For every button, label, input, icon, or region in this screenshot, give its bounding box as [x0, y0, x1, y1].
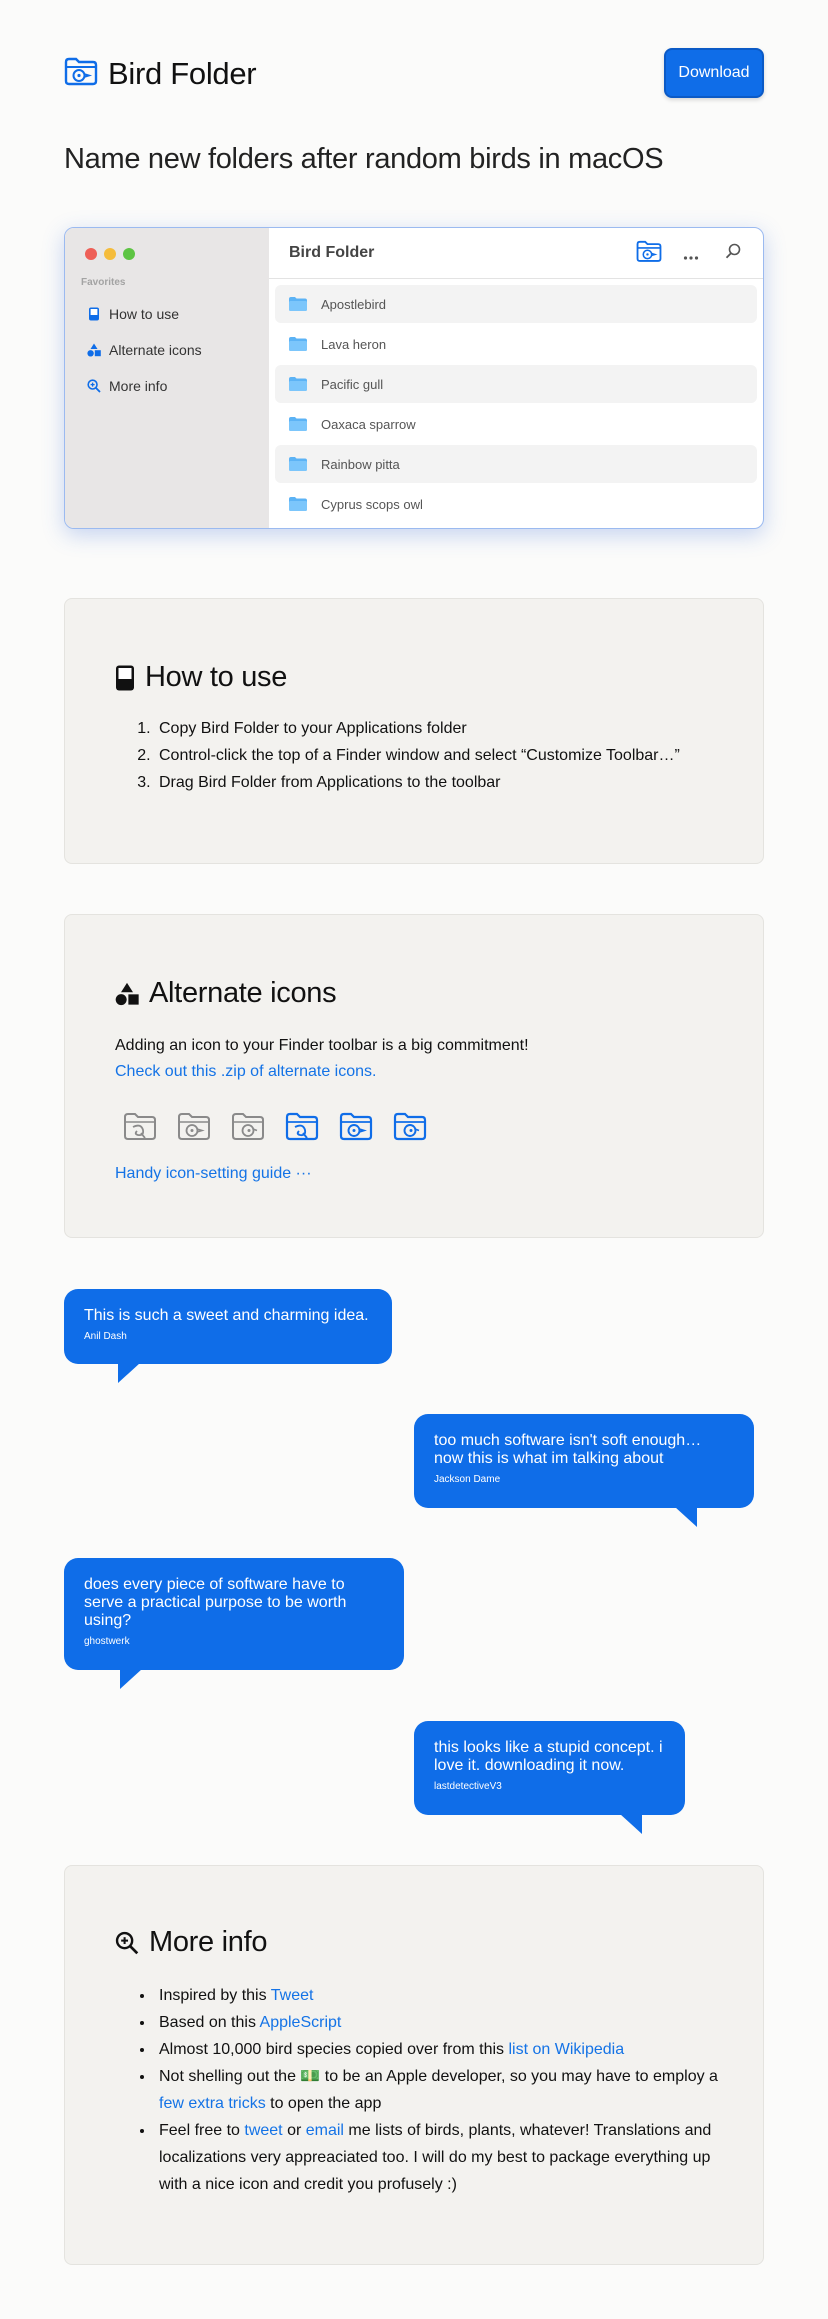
- bubble-tail: [675, 1507, 697, 1527]
- bubble-tail: [620, 1814, 642, 1834]
- toolbar-divider: [269, 278, 763, 279]
- folder-swirl-gray-icon[interactable]: [123, 1111, 157, 1141]
- info-item: [155, 1982, 735, 2009]
- file-row[interactable]: [275, 445, 757, 483]
- info-text: Feel free to: [159, 2122, 245, 2139]
- sidebar-item-label: How to use: [109, 306, 180, 322]
- tweet-contact-link[interactable]: tweet: [244, 2122, 283, 2139]
- testimonial-bubble: [64, 1289, 392, 1364]
- finder-preview-window: [64, 227, 764, 529]
- step-item: 2. Control-click the top of a Finder window and select “Customize Toolbar…”: [155, 742, 680, 769]
- favorites-label: Favorites: [81, 277, 126, 288]
- info-item: [155, 2036, 735, 2063]
- wikipedia-link[interactable]: list on Wikipedia: [508, 2041, 625, 2058]
- step-item: 3. Drag Bird Folder from Applications to the toolbar: [155, 769, 680, 796]
- alternate-icons-heading: [115, 977, 336, 1010]
- phone-icon: [87, 307, 101, 321]
- file-name: Apostlebird: [321, 296, 387, 312]
- folder-icon: [289, 417, 307, 431]
- folder-icon: [289, 457, 307, 471]
- testimonial-bubble: [64, 1558, 404, 1670]
- alternate-icon-row: [123, 1111, 427, 1141]
- testimonial-author: ghostwerk: [84, 1636, 130, 1647]
- testimonial-quote: this looks like a stupid concept. i love it. downloading it now.: [434, 1739, 663, 1774]
- folder-eye-gray-icon[interactable]: [231, 1111, 265, 1141]
- download-button[interactable]: Download: [664, 48, 764, 98]
- info-text: me lists of birds, plants, whatever! Translations and localizations very appreaciated too. I will do my best to package everything up with a nice icon and credit you profusely :): [159, 2122, 712, 2193]
- zoom-button[interactable]: [123, 248, 135, 260]
- brand-name: Bird Folder: [108, 56, 257, 91]
- how-to-use-section: [64, 598, 764, 864]
- folder-icon: [289, 337, 307, 351]
- folder-bird-gray-icon[interactable]: [177, 1111, 211, 1141]
- section-title: More info: [149, 1926, 268, 1958]
- email-link[interactable]: email: [305, 2122, 344, 2139]
- window-controls: [85, 248, 135, 260]
- extra-tricks-link[interactable]: few extra tricks: [159, 2095, 266, 2112]
- file-name: Pacific gull: [321, 376, 384, 392]
- testimonial-author: Jackson Dame: [434, 1474, 501, 1485]
- close-button[interactable]: [85, 248, 97, 260]
- testimonial-author: lastdetectiveV3: [434, 1781, 502, 1792]
- more-info-heading: [115, 1926, 267, 1959]
- info-text: Inspired by this: [159, 1987, 271, 2004]
- sidebar-item-more-info[interactable]: [87, 378, 167, 394]
- applescript-link[interactable]: AppleScript: [259, 2014, 342, 2031]
- magnify-icon: [115, 1931, 139, 1955]
- file-name: Oaxaca sparrow: [321, 416, 416, 432]
- sidebar-item-how-to-use[interactable]: [87, 306, 179, 322]
- info-text: Almost 10,000 bird species copied over from this: [159, 2041, 509, 2058]
- info-text: or: [282, 2122, 306, 2139]
- more-info-section: [64, 1865, 764, 2265]
- testimonial-quote: too much software isn't soft enough… now this is what im talking about: [434, 1432, 702, 1467]
- file-row[interactable]: [275, 405, 757, 443]
- more-options-icon[interactable]: [683, 248, 699, 266]
- file-row[interactable]: [275, 485, 757, 523]
- file-name: Rainbow pitta: [321, 456, 400, 472]
- alternate-icons-section: [64, 914, 764, 1238]
- file-row[interactable]: [275, 285, 757, 323]
- file-row[interactable]: [275, 365, 757, 403]
- folder-icon: [289, 377, 307, 391]
- bubble-tail: [120, 1669, 142, 1689]
- sidebar-item-label: Alternate icons: [109, 342, 202, 358]
- finder-window-title: Bird Folder: [289, 244, 375, 261]
- sidebar-item-label: More info: [109, 378, 168, 394]
- how-to-use-heading: [115, 661, 287, 694]
- info-text: Based on this: [159, 2014, 260, 2031]
- finder-main: [269, 228, 763, 528]
- info-text: to open the app: [265, 2095, 382, 2112]
- folder-bird-blue-icon[interactable]: [339, 1111, 373, 1141]
- phone-icon: [115, 665, 135, 691]
- testimonial-quote: This is such a sweet and charming idea.: [84, 1307, 369, 1324]
- steps-list: [155, 715, 680, 796]
- testimonial-quote: does every piece of software have to serve a practical purpose to be worth using?: [84, 1576, 347, 1629]
- minimize-button[interactable]: [104, 248, 116, 260]
- file-row[interactable]: [275, 325, 757, 363]
- folder-icon: [289, 297, 307, 311]
- info-item: [155, 2063, 735, 2117]
- sidebar-item-alternate-icons[interactable]: [87, 342, 202, 358]
- bird-folder-icon: [64, 56, 98, 86]
- tagline: Name new folders after random birds in macOS: [64, 143, 664, 175]
- folder-swirl-blue-icon[interactable]: [285, 1111, 319, 1141]
- step-item: 1. Copy Bird Folder to your Applications folder: [155, 715, 680, 742]
- search-icon[interactable]: [725, 243, 741, 264]
- tweet-link[interactable]: Tweet: [270, 1987, 314, 2004]
- file-name: Lava heron: [321, 336, 387, 352]
- bubble-tail: [118, 1363, 140, 1383]
- testimonial-author: Anil Dash: [84, 1331, 127, 1342]
- icon-setting-guide-link[interactable]: Handy icon-setting guide ···: [115, 1165, 312, 1182]
- site-header: [64, 48, 764, 100]
- alternate-icons-intro: Adding an icon to your Finder toolbar is a big commitment!: [115, 1037, 529, 1054]
- section-title: How to use: [145, 661, 288, 693]
- shapes-icon: [115, 982, 139, 1006]
- section-title: Alternate icons: [149, 977, 337, 1009]
- bird-folder-toolbar-icon[interactable]: [636, 238, 662, 269]
- testimonial-bubble: [414, 1414, 754, 1508]
- info-text: Not shelling out the 💵 to be an Apple developer, so you may have to employ a: [159, 2068, 718, 2085]
- info-item: [155, 2009, 735, 2036]
- shapes-icon: [87, 343, 101, 357]
- finder-sidebar: [65, 228, 269, 528]
- folder-eye-blue-icon[interactable]: [393, 1111, 427, 1141]
- folder-icon: [289, 497, 307, 511]
- info-item: [155, 2117, 735, 2198]
- zip-download-link[interactable]: Check out this .zip of alternate icons.: [115, 1063, 377, 1080]
- magnify-icon: [87, 379, 101, 393]
- file-name: Cyprus scops owl: [321, 496, 423, 512]
- more-info-list: [155, 1982, 735, 2198]
- testimonial-bubble: [414, 1721, 685, 1815]
